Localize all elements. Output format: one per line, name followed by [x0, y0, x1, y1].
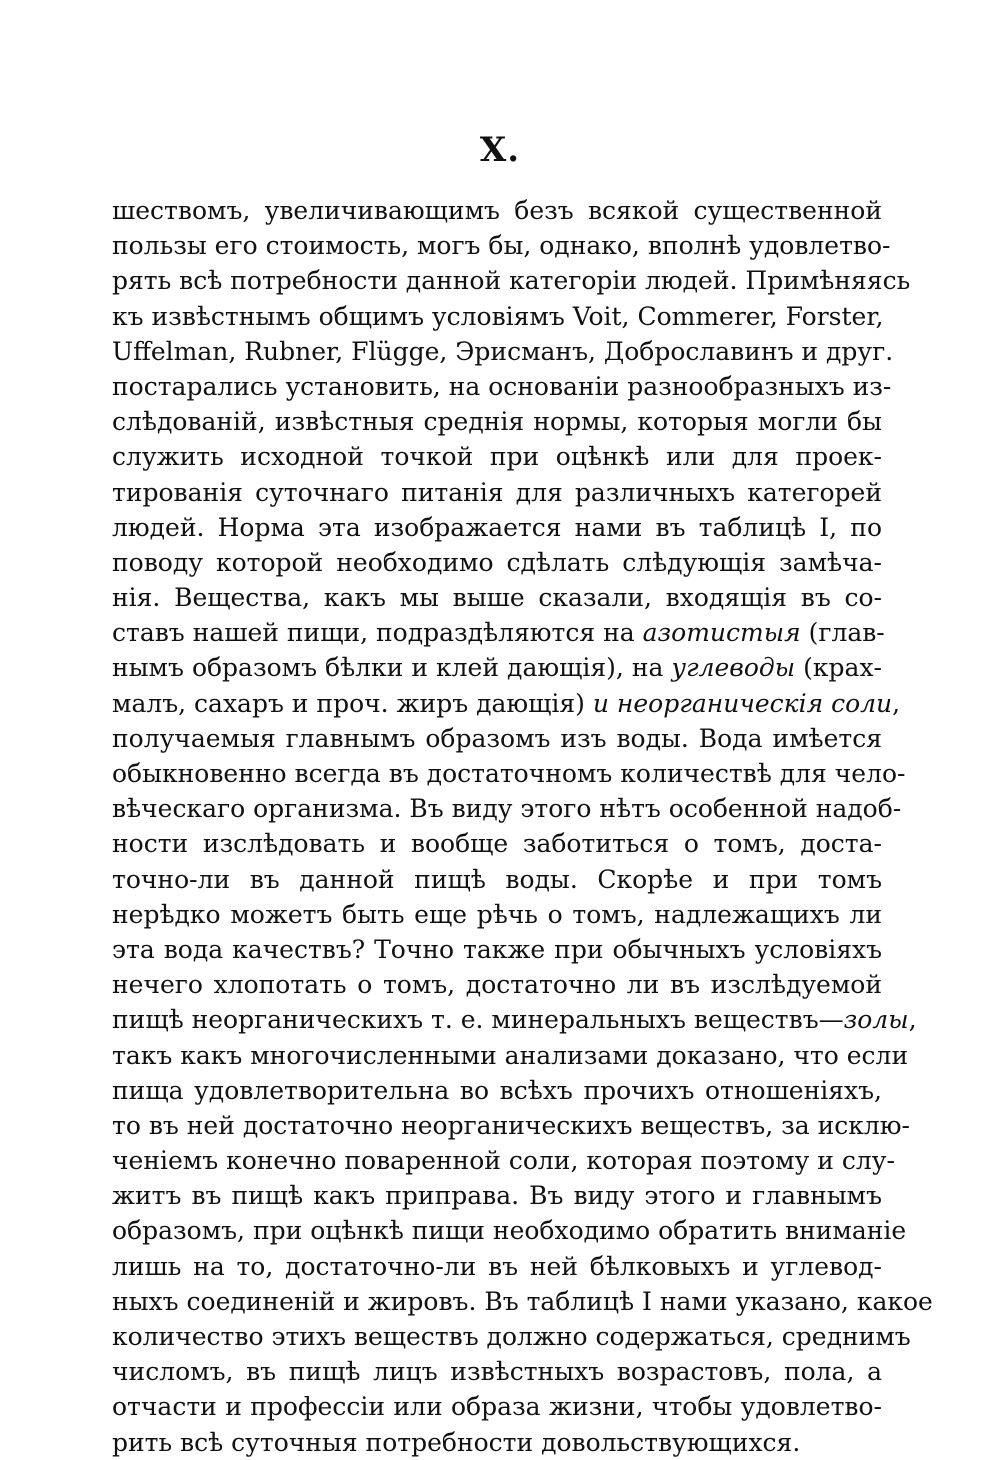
italic-term: и неорганическія соли: [592, 688, 893, 718]
italic-term: углеводы: [671, 653, 796, 683]
text-line: [112, 615, 885, 650]
text-segment: ченіемъ конечно поваренной соли, которая поэтому и слу-: [112, 1146, 895, 1176]
text-line: [112, 475, 882, 510]
text-line: [112, 1354, 882, 1389]
italic-term: азотистыя: [642, 618, 801, 648]
text-line: [112, 721, 882, 756]
text-segment: къ извѣстнымъ общимъ условіямъ Voit, Commerer, Forster,: [112, 301, 884, 331]
text-line: [112, 1002, 917, 1037]
text-segment: рять всѣ потребности данной категоріи людей. Примѣняясь: [112, 266, 911, 296]
text-segment: тированія суточнаго питанія для различныхъ категорей: [112, 477, 882, 507]
text-line: [112, 1425, 882, 1460]
text-line: [112, 791, 902, 826]
text-line: [112, 1038, 909, 1073]
text-segment: (глав-: [800, 618, 885, 648]
text-line: [112, 228, 891, 263]
text-line: [112, 1319, 911, 1354]
text-segment: пища удовлетворительна во всѣхъ прочихъ отношеніяхъ,: [112, 1075, 882, 1105]
text-segment: эта вода качествъ? Точно также при обычныхъ условіяхъ: [112, 934, 882, 964]
italic-term: золы: [843, 1005, 909, 1035]
text-line: [112, 263, 911, 298]
text-line: [112, 967, 882, 1002]
text-segment: пищѣ неорганическихъ т. е. минеральныхъ веществъ—: [112, 1005, 844, 1035]
text-segment: отчасти и профессіи или образа жизни, чтобы удовлетво-: [112, 1392, 882, 1422]
text-line: [112, 686, 901, 721]
text-line: [112, 1143, 895, 1178]
text-segment: Uffelman, Rubner, Flügge, Эрисманъ, Доброславинъ и друг.: [112, 336, 894, 366]
text-segment: служить исходной точкой при оцѣнкѣ или для проек-: [112, 442, 882, 472]
page-number: X.: [479, 130, 521, 170]
text-line: [112, 439, 882, 474]
text-segment: (крах-: [795, 653, 882, 683]
text-line: [112, 334, 894, 369]
text-line: [112, 299, 882, 334]
text-segment: нерѣдко можетъ быть еще рѣчь о томъ, надлежащихъ ли: [112, 899, 882, 929]
text-segment: обыкновенно всегда въ достаточномъ количествѣ для чело-: [112, 759, 906, 788]
text-segment: ставъ нашей пищи, подраздѣляются на: [112, 618, 643, 648]
text-line: [112, 193, 882, 228]
text-segment: образомъ, при оцѣнкѣ пищи необходимо обратить вниманіе: [112, 1216, 907, 1246]
text-line: [112, 1073, 882, 1108]
text-segment: нечего хлопотать о томъ, достаточно ли въ изслѣдуемой: [112, 970, 882, 1000]
text-line: [112, 404, 882, 439]
text-segment: ,: [892, 688, 901, 718]
text-line: [112, 1284, 933, 1319]
text-segment: количество этихъ веществъ должно содержаться, среднимъ: [112, 1322, 911, 1351]
text-line: [112, 369, 892, 404]
text-segment: слѣдованій, извѣстныя среднія нормы, которыя могли бы: [112, 407, 882, 437]
text-line: [112, 650, 882, 685]
text-line: [112, 545, 882, 580]
text-segment: рить всѣ суточныя потребности довольствующихся.: [112, 1427, 801, 1457]
text-segment: ности изслѣдовать и вообще заботиться о томъ, доста-: [112, 829, 882, 859]
text-line: [112, 510, 882, 545]
text-segment: постарались установить, на основаніи разнообразныхъ из-: [112, 371, 892, 401]
text-segment: то въ ней достаточно неорганическихъ веществъ, за исклю-: [112, 1110, 910, 1140]
text-line: [112, 1389, 882, 1424]
text-line: [112, 756, 906, 791]
text-line: [112, 862, 882, 897]
text-segment: житъ въ пищѣ какъ приправа. Въ виду этого и главнымъ: [112, 1181, 882, 1211]
text-line: [112, 1108, 910, 1143]
text-line: [112, 1249, 882, 1284]
text-line: [112, 932, 882, 967]
text-segment: получаемыя главнымъ образомъ изъ воды. Вода имѣется: [112, 723, 882, 753]
text-segment: малъ, сахаръ и проч. жиръ дающія): [112, 688, 593, 718]
text-segment: точно-ли въ данной пищѣ воды. Скорѣе и при томъ: [112, 864, 882, 894]
text-segment: людей. Норма эта изображается нами въ таблицѣ I, по: [112, 512, 882, 542]
text-segment: числомъ, въ пищѣ лицъ извѣстныхъ возрастовъ, пола, а: [112, 1357, 882, 1387]
text-line: [112, 826, 882, 861]
text-line: [112, 1178, 882, 1213]
text-segment: шествомъ, увеличивающимъ безъ всякой существенной: [112, 196, 882, 225]
text-segment: лишь на то, достаточно-ли въ ней бѣлковыхъ и углевод-: [112, 1251, 882, 1281]
text-segment: ,: [908, 1005, 917, 1035]
text-line: [112, 580, 882, 615]
text-line: [112, 1213, 907, 1248]
body-text: [112, 193, 933, 1460]
text-segment: такъ какъ многочисленными анализами доказано, что если: [112, 1040, 909, 1070]
text-segment: вѣческаго организма. Въ виду этого нѣтъ особенной надоб-: [112, 794, 902, 824]
text-segment: нія. Вещества, какъ мы выше сказали, входящія въ со-: [112, 583, 882, 613]
text-segment: нымъ образомъ бѣлки и клей дающія), на: [112, 653, 672, 683]
text-segment: пользы его стоимость, могъ бы, однако, вполнѣ удовлетво-: [112, 231, 891, 261]
text-segment: ныхъ соединеній и жировъ. Въ таблицѣ I нами указано, какое: [112, 1286, 933, 1316]
text-segment: поводу которой необходимо сдѣлать слѣдующія замѣча-: [112, 547, 882, 577]
text-line: [112, 897, 882, 932]
